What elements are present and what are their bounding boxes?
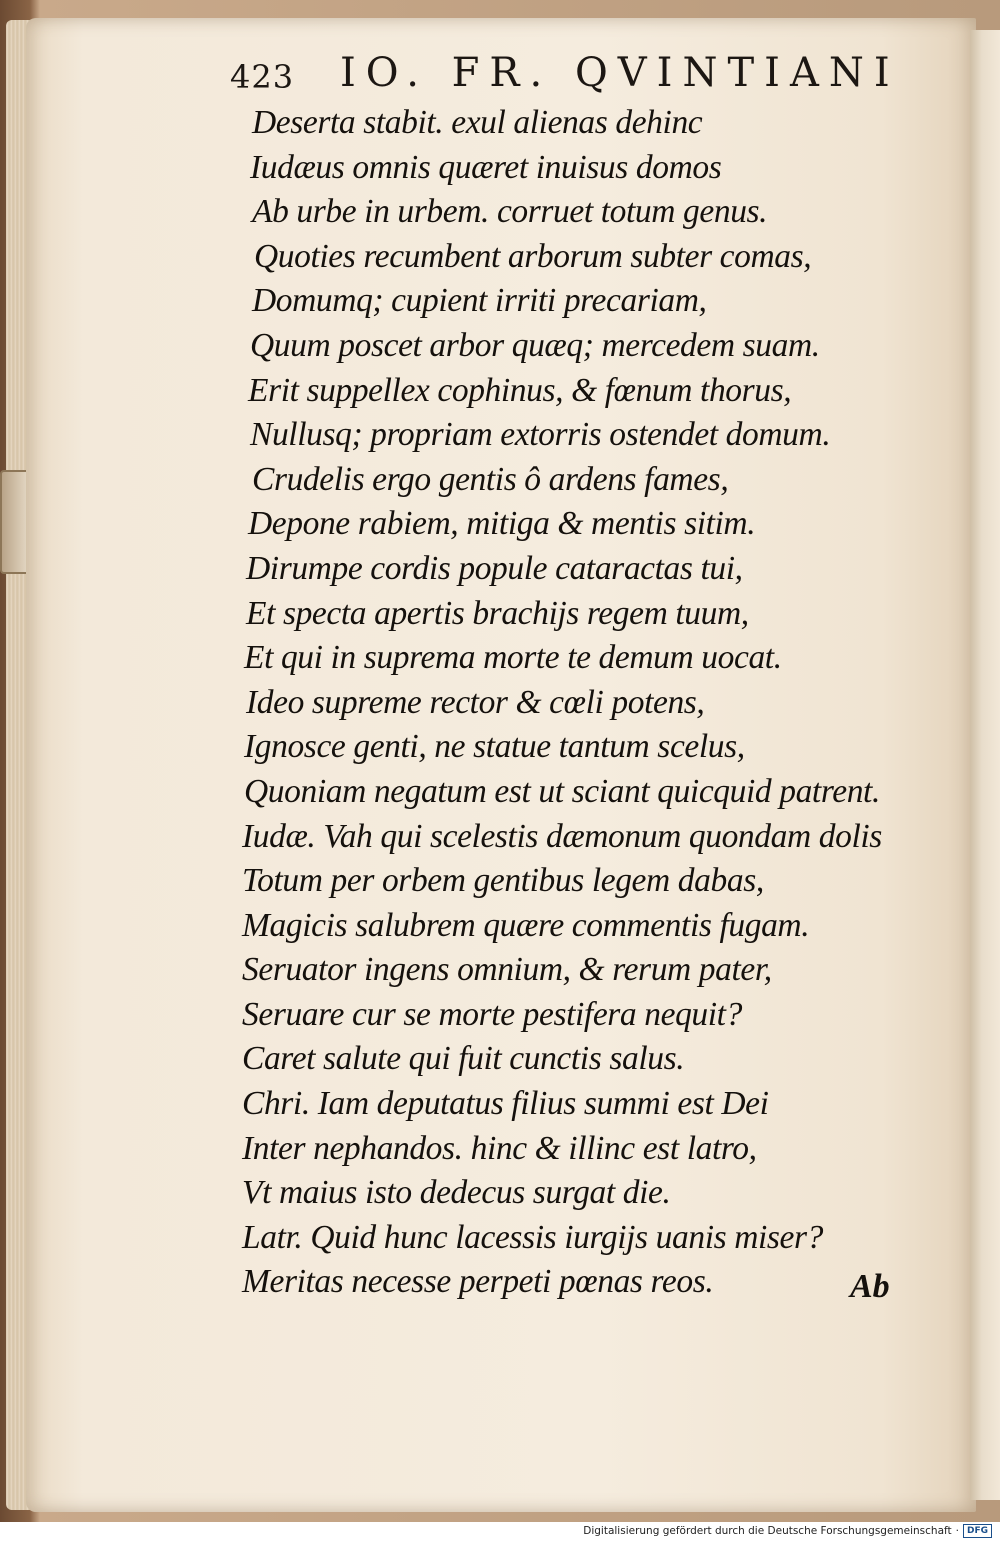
verse-line: Chri. Iam deputatus filius summi est Dei — [242, 1085, 769, 1123]
dfg-logo-icon[interactable]: DFG — [963, 1524, 992, 1538]
verse-line: Depone rabiem, mitiga & mentis sitim. — [248, 505, 756, 543]
funding-credit-text: Digitalisierung gefördert durch die Deutsche Forschungsgemeinschaft — [583, 1525, 952, 1537]
verse-line: Domumq; cupient irriti precariam, — [252, 282, 707, 320]
verse-line: Ignosce genti, ne statue tantum scelus, — [244, 728, 745, 766]
verse-line: Quoties recumbent arborum subter comas, — [254, 237, 812, 275]
verse-line: Magicis salubrem quære commentis fugam. — [242, 906, 810, 944]
verse-line: Seruator ingens omnium, & rerum pater, — [242, 951, 772, 989]
verse-line: Iudæus omnis quæret inuisus domos — [250, 148, 722, 186]
verse-line: Dirumpe cordis popule cataractas tui, — [246, 549, 743, 587]
verse-line: Quum poscet arbor quæq; mercedem suam. — [250, 326, 820, 364]
verse-line: Latr. Quid hunc lacessis iurgijs uanis miser? — [242, 1218, 824, 1256]
facing-page-edge — [970, 30, 1000, 1500]
verse-line: Meritas necesse perpeti pœnas reos. — [242, 1263, 714, 1301]
running-head: IO. FR. QVINTIANI — [340, 50, 900, 96]
verse-line: Ab urbe in urbem. corruet totum genus. — [252, 193, 768, 231]
verse-line: Ideo supreme rector & cœli potens, — [246, 683, 705, 721]
verse-line: Totum per orbem gentibus legem dabas, — [242, 862, 764, 900]
verse-line: Vt maius isto dedecus surgat die. — [242, 1174, 671, 1212]
separator-dot: · — [955, 1525, 959, 1537]
folio-number: 423 — [230, 58, 295, 96]
verse-line: Quoniam negatum est ut sciant quicquid patrent. — [244, 772, 880, 810]
verse-list — [242, 101, 882, 1305]
verse-line: Erit suppellex cophinus, & fœnum thorus, — [248, 371, 792, 409]
verse-line: Inter nephandos. hinc & illinc est latro, — [242, 1129, 757, 1167]
verse-line: Et qui in suprema morte te demum uocat. — [244, 639, 782, 677]
funding-credit — [583, 1524, 992, 1538]
verse-line: Et specta apertis brachijs regem tuum, — [246, 594, 749, 632]
catchword: Ab — [850, 1268, 890, 1305]
verse-line: Caret salute qui fuit cunctis salus. — [242, 1040, 685, 1078]
verse-line: Seruare cur se morte pestifera nequit? — [242, 995, 742, 1033]
verse-line: Iudæ. Vah qui scelestis dæmonum quondam dolis — [242, 817, 882, 855]
verse-line: Crudelis ergo gentis ô ardens fames, — [252, 460, 729, 498]
verse-line: Deserta stabit. exul alienas dehinc — [252, 104, 703, 141]
verse-line: Nullusq; propriam extorris ostendet domum. — [250, 416, 831, 454]
